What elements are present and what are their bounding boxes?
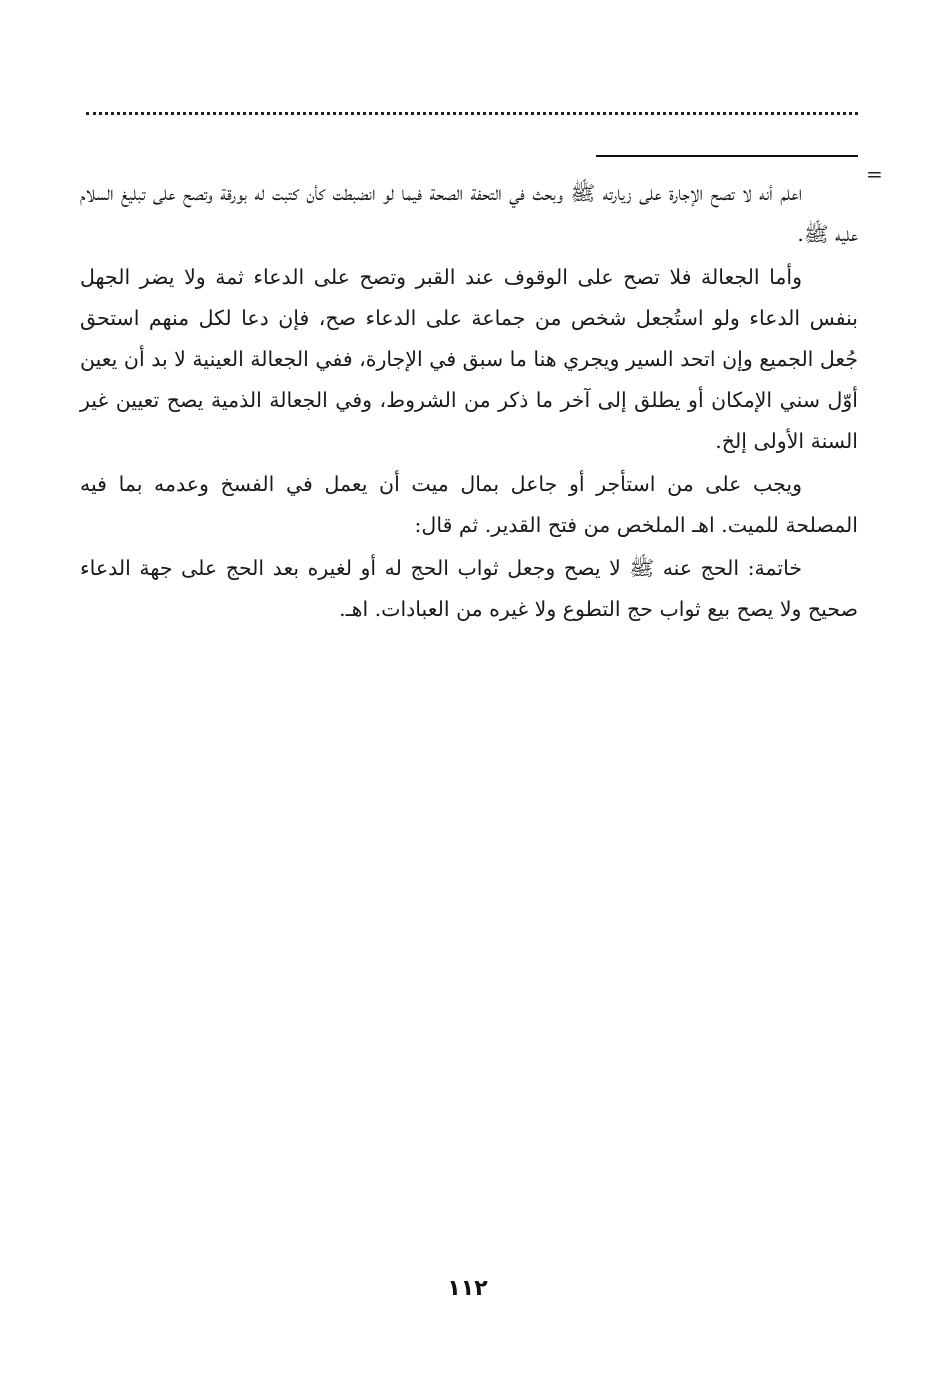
continuation-mark: = [866, 162, 883, 186]
paragraph: وأما الجعالة فلا تصح على الوقوف عند القبر وتصح على الدعاء ثمة ولا يضر الجهل بنفس الدعاء ولو استُجعل شخص من جماعة على الدعاء صح، فإن دعا لكل منهم استحق جُعل الجميع وإن اتحد السير ويجري هنا ما سبق في الإجارة، ففي الجعالة العينية لا بد أن يعين أوّل سني الإمكان أو يطلق إلى آخر ما ذكر من الشروط، وفي الجعالة الذمية يصح تعيين غير السنة الأولى إلخ. [80, 265, 858, 453]
paragraph: اعلم أنه لا تصح الإجارة على زيارته ﷺ وبحث في التحفة الصحة فيما لو انضبطت كأن كتبت له بورقة وتصح على تبليغ السلام عليه ﷺ. [80, 181, 858, 246]
dotted-separator [86, 112, 858, 115]
paragraph: ويجب على من استأجر أو جاعل بمال ميت أن يعمل في الفسخ وعدمه بما فيه المصلحة للميت. اهـ الملخص من فتح القدير. ثم قال: [80, 472, 858, 537]
paragraph: خاتمة: الحج عنه ﷺ لا يصح وجعل ثواب الحج له أو لغيره بعد الحج على جهة الدعاء صحيح ولا يصح بيع ثواب حج التطوع ولا غيره من العبادات. اهـ. [80, 556, 858, 621]
footnote-rule [596, 155, 858, 157]
body-text [80, 173, 858, 632]
page-number: ١١٢ [447, 1276, 488, 1301]
